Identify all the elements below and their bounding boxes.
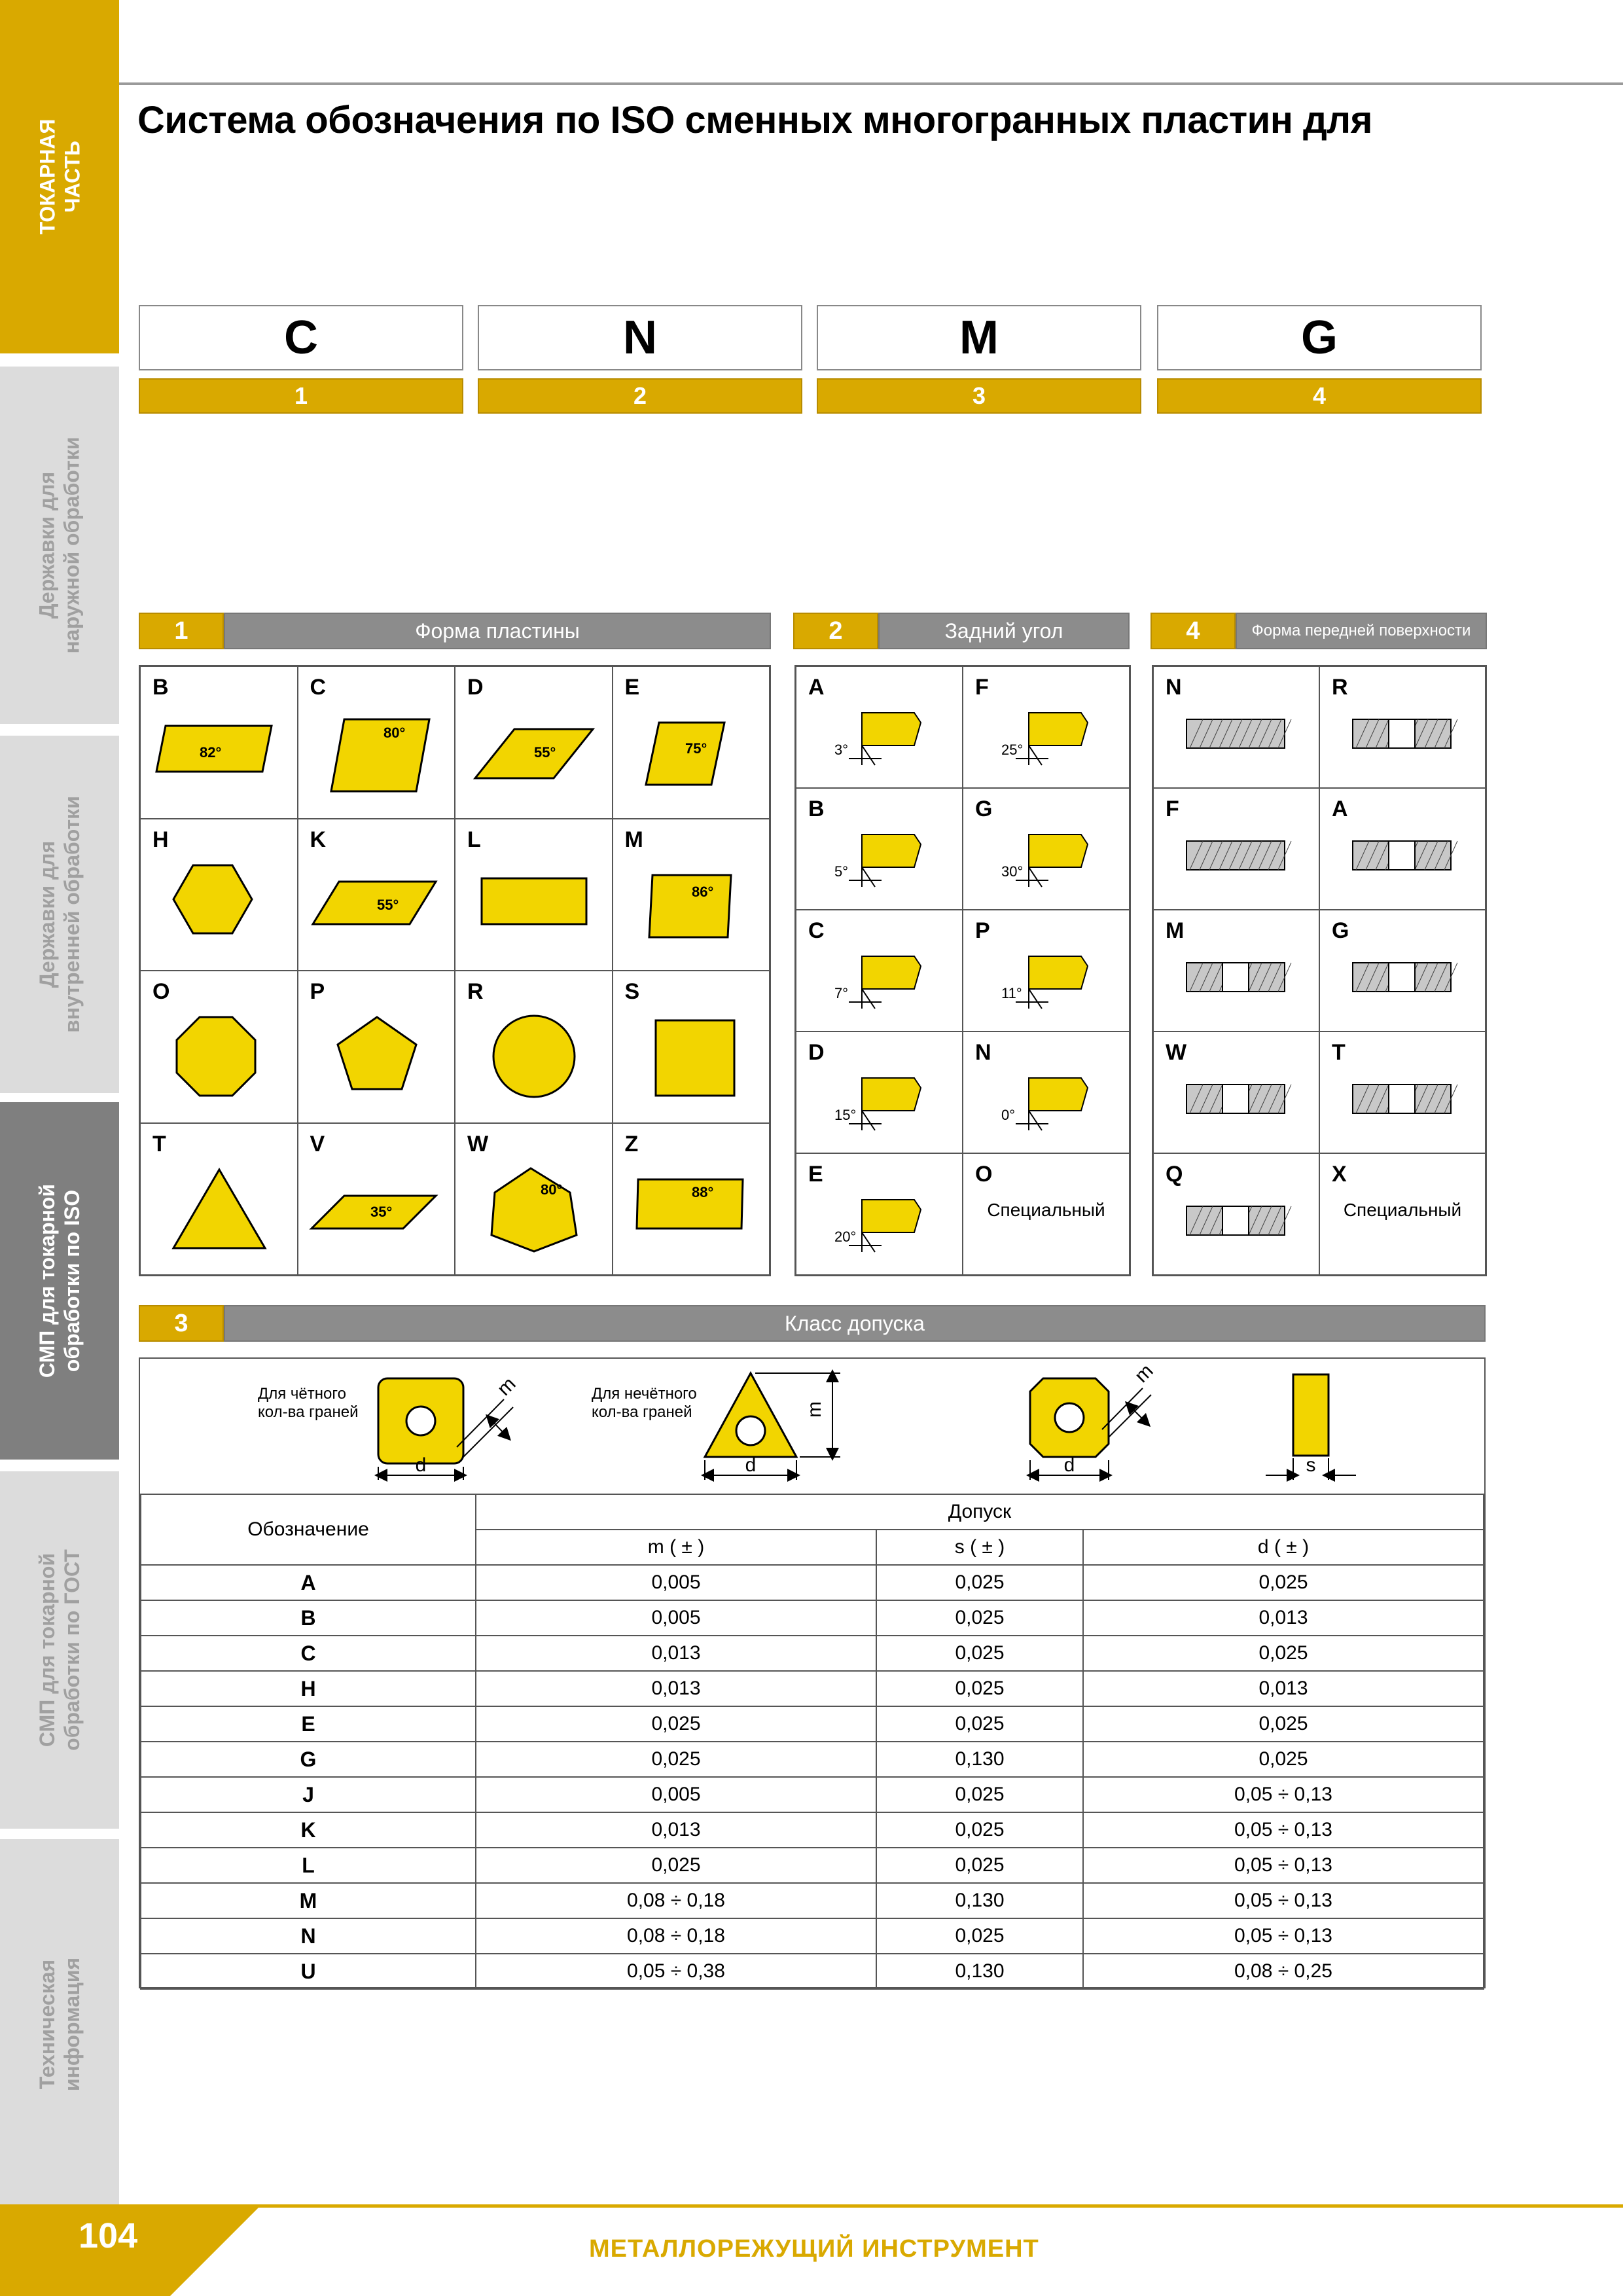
designation-cell: A [141,1565,476,1600]
tolerance-cell: 0,08 ÷ 0,18 [476,1918,876,1954]
designation-cell: E [141,1706,476,1742]
angle-label: 88° [691,1183,713,1200]
dim-m-1: m [493,1372,520,1400]
insert-shape [177,1017,255,1096]
shape-letter: V [310,1131,325,1157]
table-row [141,1848,1484,1883]
rake-face-grid [1152,665,1487,1276]
rake-profile-icon [1154,910,1321,1032]
rake-cell-F [1153,788,1319,910]
shape-cell-M [613,819,770,971]
clearance-letter: N [975,1040,991,1065]
shape-letter: E [624,675,640,700]
sidebar-tab-label: Державки для внутренней обработки [35,796,84,1033]
sidebar-tab-6[interactable] [0,1839,119,2210]
clearance-cell-N [963,1031,1130,1153]
dim-m-3: m [1130,1359,1158,1387]
section-2-label: Задний угол [878,613,1130,649]
rake-cell-X [1319,1153,1486,1275]
rake-cell-R [1319,666,1486,788]
shape-letter: H [152,827,169,852]
rake-profile-icon [1154,1154,1321,1276]
clearance-letter: B [808,797,825,821]
rake-letter: X [1332,1162,1347,1187]
angle-label: 86° [691,883,713,900]
section-4-header [1150,613,1487,649]
rake-cell-N [1153,666,1319,788]
clearance-angle-label: 0° [1001,1107,1016,1123]
tolerance-cell: 0,08 ÷ 0,25 [1083,1954,1484,1989]
rake-cell-W [1153,1031,1319,1153]
insert-shape [338,1017,416,1089]
insert-shape [313,882,436,924]
tolerance-cell: 0,025 [876,1600,1083,1636]
section-1-number: 1 [139,613,224,649]
section-1-label: Форма пластины [224,613,771,649]
clearance-angle-label: 5° [834,863,849,880]
rake-profile-icon [1154,667,1321,789]
clearance-letter: P [975,918,990,943]
tolerance-cell: 0,025 [876,1848,1083,1883]
tolerance-cell: 0,013 [476,1636,876,1671]
clearance-angle-label: 3° [834,742,849,758]
section-2-number: 2 [793,613,878,649]
shape-cell-V [298,1123,455,1276]
tolerance-cell: 0,025 [1083,1565,1484,1600]
insert-shape [482,878,586,924]
tolerance-diagram [140,1359,1484,1494]
tolerance-cell: 0,05 ÷ 0,13 [1083,1777,1484,1812]
table-row [141,1954,1484,1989]
tolerance-cell: 0,05 ÷ 0,13 [1083,1848,1484,1883]
col-d: d ( ± ) [1083,1530,1484,1565]
clearance-cell-A [796,666,963,788]
sidebar-tab-2[interactable] [0,367,119,724]
sidebar-tab-label: СМП для токарной обработки по ISO [35,1183,84,1378]
clearance-cell-F [963,666,1130,788]
table-row [141,1812,1484,1848]
rake-letter: F [1166,797,1179,821]
rake-letter: M [1166,918,1185,943]
table-row [141,1918,1484,1954]
tolerance-cell: 0,08 ÷ 0,18 [476,1883,876,1918]
clearance-cell-G [963,788,1130,910]
rake-letter: Q [1166,1162,1183,1187]
rake-profile-icon [1154,789,1321,910]
shape-letter: C [310,675,327,700]
shape-cell-K [298,819,455,971]
footer-title: МЕТАЛЛОРЕЖУЩИЙ ИНСТРУМЕНТ [589,2235,1039,2263]
tolerance-cell: 0,05 ÷ 0,13 [1083,1812,1484,1848]
section-3-label: Класс допуска [224,1305,1486,1342]
rake-letter: W [1166,1040,1187,1065]
shape-cell-W [455,1123,613,1276]
clearance-angle-icon [796,789,964,910]
shape-cell-E [613,666,770,819]
code-number-box: 1 [139,378,463,414]
code-letter-box: C [139,305,463,370]
designation-cell: B [141,1600,476,1636]
rake-cell-A [1319,788,1486,910]
shape-letter: L [467,827,481,852]
tolerance-cell: 0,025 [476,1742,876,1777]
insert-shape [491,1168,577,1251]
code-letter-box: M [817,305,1141,370]
clearance-angle-icon [963,667,1131,789]
rake-cell-T [1319,1031,1486,1153]
clearance-cell-C [796,910,963,1031]
footer-line [223,2204,1623,2208]
clearance-angle-grid [794,665,1131,1276]
designation-cell: N [141,1918,476,1954]
col-m: m ( ± ) [476,1530,876,1565]
clearance-angle-label: 20° [834,1229,857,1245]
clearance-cell-B [796,788,963,910]
table-row [141,1742,1484,1777]
shape-cell-T [140,1123,298,1276]
angle-label: 82° [200,744,222,761]
rake-cell-M [1153,910,1319,1031]
tolerance-cell: 0,013 [1083,1671,1484,1706]
shape-letter: T [152,1131,166,1157]
tolerance-cell: 0,05 ÷ 0,13 [1083,1918,1484,1954]
square-chamfer-insert-drawing [1030,1378,1151,1480]
clearance-angle-icon [963,789,1131,910]
tolerance-cell: 0,025 [876,1777,1083,1812]
special-label: Специальный [1343,1200,1462,1220]
table-row [141,1706,1484,1742]
table-row [141,1636,1484,1671]
shape-cell-H [140,819,298,971]
shape-cell-C [298,666,455,819]
code-number-box: 4 [1157,378,1482,414]
tolerance-cell: 0,05 ÷ 0,13 [1083,1883,1484,1918]
angle-label: 55° [376,896,399,913]
tolerance-cell: 0,013 [476,1671,876,1706]
angle-label: 80° [541,1181,563,1198]
rake-letter: N [1166,675,1182,700]
col-s: s ( ± ) [876,1530,1083,1565]
clearance-letter: O [975,1162,993,1187]
tolerance-cell: 0,025 [476,1848,876,1883]
tolerance-cell: 0,025 [876,1636,1083,1671]
insert-shape [637,1179,743,1229]
shape-cell-D [455,666,613,819]
tolerance-cell: 0,025 [876,1565,1083,1600]
page-number: 104 [79,2216,138,2255]
section-4-label: Форма передней поверхности [1236,613,1487,649]
insert-shape [493,1016,575,1097]
page-title: Система обозначения по ISO сменных многогранных пластин для [137,99,1372,141]
insert-shape [173,865,252,933]
clearance-cell-D [796,1031,963,1153]
rake-letter: A [1332,797,1348,821]
col-designation: Обозначение [141,1494,476,1565]
section-2-header [793,613,1130,649]
designation-cell: M [141,1883,476,1918]
rake-cell-Q [1153,1153,1319,1275]
clearance-angle-label: 7° [834,985,849,1001]
triangle-insert-drawing [705,1373,840,1480]
tolerance-cell: 0,025 [876,1671,1083,1706]
shape-letter: B [152,675,169,700]
shape-letter: P [310,979,325,1004]
tolerance-table [140,1494,1484,1990]
tolerance-cell: 0,025 [476,1706,876,1742]
rake-letter: R [1332,675,1348,700]
clearance-angle-label: 25° [1001,742,1024,758]
section-3-header [139,1305,1486,1342]
insert-shape [649,875,731,937]
clearance-angle-icon [963,910,1131,1032]
tolerance-cell: 0,05 ÷ 0,38 [476,1954,876,1989]
clearance-angle-icon [796,1154,964,1276]
designation-cell: C [141,1636,476,1671]
designation-cell: H [141,1671,476,1706]
dim-d-1: d [415,1454,427,1476]
code-number-box: 3 [817,378,1141,414]
tolerance-cell: 0,013 [1083,1600,1484,1636]
clearance-angle-icon [796,667,964,789]
clearance-letter: E [808,1162,823,1187]
shape-cell-L [455,819,613,971]
sidebar-tab-label: ТОКАРНАЯ ЧАСТЬ [35,118,84,235]
shape-cell-P [298,971,455,1123]
shape-letter: Z [624,1131,639,1157]
clearance-cell-P [963,910,1130,1031]
table-row [141,1565,1484,1600]
special-label: Специальный [987,1200,1105,1220]
rake-letter: T [1332,1040,1346,1065]
insert-shape [173,1170,265,1248]
shape-grid [139,665,771,1276]
insert-shape [656,1020,734,1096]
tolerance-cell: 0,013 [476,1812,876,1848]
sidebar-tab-label: Техническая информация [35,1957,84,2092]
designation-cell: J [141,1777,476,1812]
shape-letter: W [467,1131,489,1157]
shape-cell-S [613,971,770,1123]
clearance-cell-E [796,1153,963,1275]
tolerance-cell: 0,025 [876,1812,1083,1848]
square-insert-drawing [378,1378,513,1480]
tolerance-cell: 0,025 [1083,1636,1484,1671]
sidebar-tab-1[interactable] [0,0,119,353]
shape-letter: K [310,827,327,852]
sidebar-tab-5[interactable] [0,1471,119,1829]
tolerance-cell: 0,130 [876,1954,1083,1989]
sidebar [0,0,119,2296]
col-tolerance: Допуск [476,1494,1484,1530]
table-row [141,1883,1484,1918]
clearance-cell-O [963,1153,1130,1275]
sidebar-tab-4[interactable] [0,1102,119,1460]
clearance-letter: F [975,675,989,700]
odd-faces-label: Для нечётного кол-ва граней [592,1385,697,1421]
sidebar-tab-3[interactable] [0,736,119,1093]
insert-shape [331,719,429,791]
top-divider [119,82,1623,85]
tolerance-cell: 0,005 [476,1565,876,1600]
rake-letter: G [1332,918,1349,943]
angle-label: 35° [370,1203,392,1220]
angle-label: 75° [685,740,707,757]
dim-m-2: m [804,1401,825,1418]
clearance-letter: C [808,918,825,943]
tolerance-cell: 0,130 [876,1742,1083,1777]
even-faces-label: Для чётного кол-ва граней [258,1385,359,1421]
tolerance-cell: 0,005 [476,1600,876,1636]
dim-d-2: d [745,1454,757,1476]
sidebar-tab-label: Державки для наружной обработки [35,437,84,654]
table-row [141,1600,1484,1636]
clearance-letter: D [808,1040,825,1065]
section-4-number: 4 [1150,613,1236,649]
clearance-angle-label: 15° [834,1107,857,1123]
tolerance-cell: 0,130 [876,1883,1083,1918]
tolerance-cell: 0,025 [876,1918,1083,1954]
designation-cell: U [141,1954,476,1989]
shape-cell-O [140,971,298,1123]
section-3-number: 3 [139,1305,224,1342]
tolerance-cell: 0,005 [476,1777,876,1812]
shape-cell-R [455,971,613,1123]
sidebar-tab-label: СМП для токарной обработки по ГОСТ [35,1549,84,1751]
rake-cell-G [1319,910,1486,1031]
clearance-angle-label: 11° [1001,985,1022,1001]
code-number-box: 2 [478,378,802,414]
tolerance-cell: 0,025 [876,1706,1083,1742]
shape-letter: R [467,979,484,1004]
tolerance-drawings [140,1359,1484,1494]
shape-letter: D [467,675,484,700]
tolerance-cell: 0,025 [1083,1742,1484,1777]
clearance-letter: A [808,675,825,700]
clearance-angle-icon [796,1032,964,1154]
clearance-angle-icon [963,1032,1131,1154]
shape-letter: S [624,979,640,1004]
rake-profile-icon [1320,1032,1488,1154]
shape-letter: O [152,979,170,1004]
dim-s: s [1306,1454,1316,1476]
shape-letter: M [624,827,643,852]
section-1-header [139,613,771,649]
angle-label: 55° [534,744,556,761]
shape-cell-Z [613,1123,770,1276]
rake-profile-icon [1320,789,1488,910]
code-letter-box: N [478,305,802,370]
designation-cell: G [141,1742,476,1777]
table-row [141,1671,1484,1706]
rake-profile-icon [1154,1032,1321,1154]
clearance-angle-icon [796,910,964,1032]
rake-profile-icon [1320,667,1488,789]
angle-label: 80° [383,725,405,741]
tolerance-box [139,1357,1486,1988]
dim-d-3: d [1063,1454,1075,1476]
clearance-angle-label: 30° [1001,863,1024,880]
tolerance-cell: 0,025 [1083,1706,1484,1742]
designation-cell: K [141,1812,476,1848]
rake-profile-icon [1320,910,1488,1032]
designation-cell: L [141,1848,476,1883]
code-letter-box: G [1157,305,1482,370]
table-row [141,1777,1484,1812]
clearance-letter: G [975,797,993,821]
shape-cell-B [140,666,298,819]
